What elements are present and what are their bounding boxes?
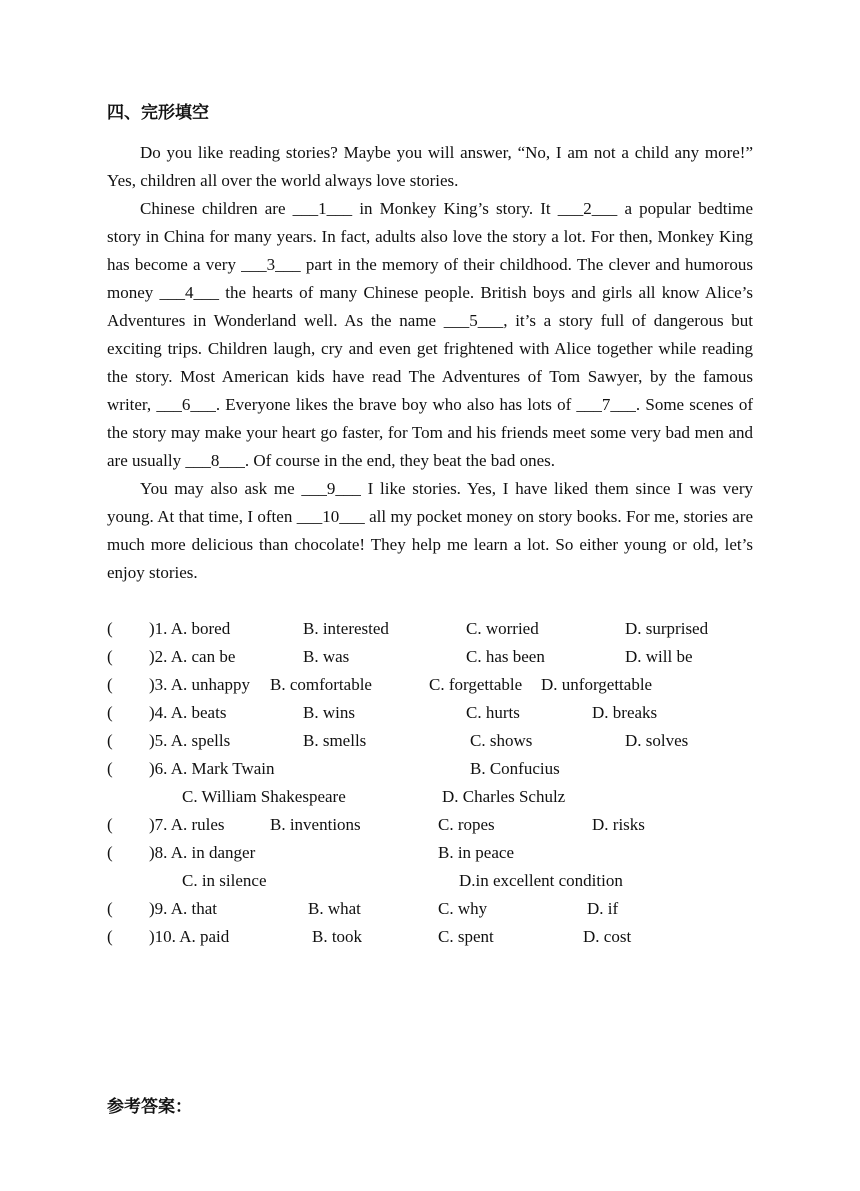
option-a: )3. A. unhappy <box>149 675 251 694</box>
option-c: C. forgettable <box>429 675 523 694</box>
question-1 <box>107 615 807 643</box>
answer-bracket[interactable]: ( <box>107 731 113 750</box>
option-a: )7. A. rules <box>149 815 225 834</box>
answer-bracket[interactable]: ( <box>107 619 113 638</box>
answer-bracket[interactable]: ( <box>107 759 113 778</box>
question-9 <box>107 895 807 923</box>
question-4 <box>107 699 807 727</box>
question-8-continued <box>107 867 807 895</box>
option-b: B. took <box>312 927 363 946</box>
option-d: D.in excellent condition <box>459 871 623 890</box>
answer-bracket[interactable]: ( <box>107 703 113 722</box>
option-c: C. worried <box>466 619 539 638</box>
option-a: )5. A. spells <box>149 731 231 750</box>
option-b: B. wins <box>303 703 355 722</box>
question-2 <box>107 643 807 671</box>
option-a: )10. A. paid <box>149 927 230 946</box>
question-8 <box>107 839 807 867</box>
question-6-continued <box>107 783 807 811</box>
question-3 <box>107 671 807 699</box>
option-d: D. if <box>587 899 619 918</box>
option-c: C. spent <box>438 927 494 946</box>
option-a: )1. A. bored <box>149 619 231 638</box>
option-d: D. solves <box>625 731 689 750</box>
answer-bracket[interactable]: ( <box>107 899 113 918</box>
option-d: D. risks <box>592 815 645 834</box>
option-a: )9. A. that <box>149 899 217 918</box>
option-b: B. was <box>303 647 350 666</box>
passage-paragraph-2: Chinese children are ___1___ in Monkey King’s story. It ___2___ a popular bedtime story in China for many years. In fact, adults also love the story a lot. For then, Monkey King has become a very ___3___ part in the memory of their childhood. The clever and humorous money ___4___ the hearts of many Chinese people. British boys and girls all know Alice’s Adventures in Wonderland well. As the name ___5___, it’s a story full of dangerous but exciting trips. Children laugh, cry and even get frightened with Alice together while reading the story. Most American kids have read The Adventures of Tom Sawyer, by the famous writer, ___6___. Everyone likes the brave boy who also has lots of ___7___. Some scenes of the story may make your heart go faster, for Tom and his friends meet some very bad men and are usually ___8___. Of course in the end, they beat the bad ones. <box>107 199 753 470</box>
option-c: C. William Shakespeare <box>182 787 346 806</box>
question-7 <box>107 811 807 839</box>
option-d: D. Charles Schulz <box>442 787 566 806</box>
option-c: C. has been <box>466 647 545 666</box>
option-a: )4. A. beats <box>149 703 227 722</box>
passage-paragraph-1: Do you like reading stories? Maybe you will answer, “No, I am not a child any more!” Yes, children all over the world always love stories. <box>107 143 753 190</box>
question-10 <box>107 923 807 951</box>
option-b: B. in peace <box>438 843 514 862</box>
option-d: D. cost <box>583 927 632 946</box>
option-a: )2. A. can be <box>149 647 236 666</box>
option-d: D. unforgettable <box>541 675 653 694</box>
option-b: B. interested <box>303 619 389 638</box>
option-d: D. surprised <box>625 619 709 638</box>
option-a: )8. A. in danger <box>149 843 256 862</box>
passage-paragraph-3: You may also ask me ___9___ I like stories. Yes, I have liked them since I was very young. At that time, I often ___10___ all my pocket money on story books. For me, stories are much more delicious than chocolate! They help me learn a lot. So either young or old, let’s enjoy stories. <box>107 479 753 582</box>
question-6 <box>107 755 807 783</box>
option-b: B. comfortable <box>270 675 372 694</box>
option-c: C. shows <box>470 731 533 750</box>
option-b: B. smells <box>303 731 367 750</box>
answer-bracket[interactable]: ( <box>107 647 113 666</box>
option-a: )6. A. Mark Twain <box>149 759 275 778</box>
answer-bracket[interactable]: ( <box>107 815 113 834</box>
option-c: C. in silence <box>182 871 267 890</box>
option-d: D. breaks <box>592 703 658 722</box>
question-5 <box>107 727 807 755</box>
answer-key-title: 参考答案： <box>107 1097 192 1117</box>
option-d: D. will be <box>625 647 693 666</box>
option-c: C. hurts <box>466 703 520 722</box>
answer-bracket[interactable]: ( <box>107 927 113 946</box>
answer-bracket[interactable]: ( <box>107 675 113 694</box>
option-c: C. why <box>438 899 488 918</box>
section-title: 四、完形填空 <box>107 103 209 123</box>
cloze-passage <box>107 139 753 587</box>
option-b: B. inventions <box>270 815 361 834</box>
option-b: B. Confucius <box>470 759 560 778</box>
option-b: B. what <box>308 899 361 918</box>
answer-bracket[interactable]: ( <box>107 843 113 862</box>
option-c: C. ropes <box>438 815 495 834</box>
